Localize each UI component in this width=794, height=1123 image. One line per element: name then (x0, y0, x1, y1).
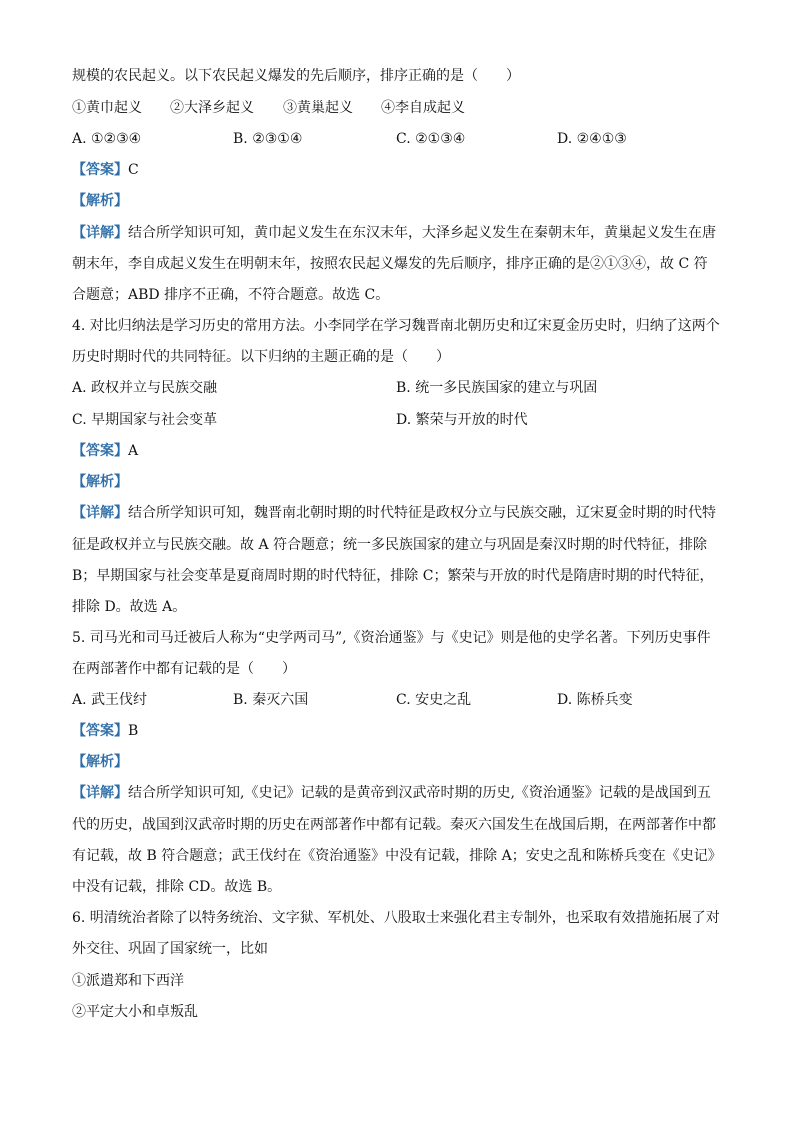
q4-option-c: C. 早期国家与社会变革 (72, 412, 218, 428)
q5-detail-line-1 (72, 783, 732, 803)
q5-detail-text-1: 结合所学知识可知,《史记》记载的是黄帝到汉武帝时期的历史,《资治通鉴》记载的是战国到五 (128, 785, 711, 801)
q3-stem: 规模的农民起义。以下农民起义爆发的先后顺序，排序正确的是（ ） (72, 68, 520, 84)
q3-analysis-tag (72, 191, 732, 211)
q5-answer-tag: 【答案】 (72, 723, 128, 739)
q4-detail-line-1 (72, 503, 732, 523)
q3-detail-tag: 【详解】 (72, 225, 128, 241)
q5-option-b: B. 秦灭六国 (233, 692, 309, 708)
q5-detail-line-2: 代的历史，战国到汉武帝时期的历史在两部著作中都有记载。秦灭六国发生在战国后期，在两部著作中都 (72, 817, 716, 833)
q3-option-d: D. ②④①③ (557, 131, 627, 147)
q3-analysis-label: 【解析】 (72, 193, 128, 209)
q3-item-3: ③黄巢起义 (283, 100, 353, 116)
q4-stem-line-2: 历史时期时代的共同特征。以下归纳的主题正确的是（ ） (72, 349, 450, 365)
q4-detail-text-1: 结合所学知识可知，魏晋南北朝时期的时代特征是政权分立与民族交融，辽宋夏金时期的时代特 (128, 505, 716, 521)
q3-option-c: C. ②①③④ (396, 131, 466, 147)
q4-detail-line-3: B；早期国家与社会变革是夏商周时期的时代特征，排除 C；繁荣与开放的时代是隋唐时期的时代特征， (72, 568, 714, 584)
q4-option-d: D. 繁荣与开放的时代 (396, 412, 528, 428)
q5-analysis-label: 【解析】 (72, 754, 128, 770)
q4-answer-line (72, 441, 732, 461)
q6-stem-line-2: 外交往、巩固了国家统一，比如 (72, 941, 268, 957)
q5-answer-line (72, 721, 732, 741)
q6-item-2: ②平定大小和卓叛乱 (72, 1004, 198, 1020)
q4-answer-value: A (128, 443, 139, 459)
q4-option-a: A. 政权并立与民族交融 (72, 380, 218, 396)
q3-item-2: ②大泽乡起义 (170, 100, 254, 116)
q3-option-a: A. ①②③④ (72, 131, 142, 147)
q3-detail-text-1: 结合所学知识可知，黄巾起义发生在东汉末年，大泽乡起义发生在秦朝末年，黄巢起义发生在唐 (128, 225, 716, 241)
q4-option-b: B. 统一多民族国家的建立与巩固 (396, 380, 598, 396)
q4-analysis-tag (72, 472, 732, 492)
q5-analysis-tag (72, 752, 732, 772)
q3-item-1: ①黄巾起义 (72, 100, 142, 116)
q3-detail-line-1 (72, 223, 732, 243)
q4-detail-tag: 【详解】 (72, 505, 128, 521)
q3-detail-line-3: 合题意；ABD 排序不正确，不符合题意。故选 C。 (72, 287, 390, 303)
q4-stem-line-1: 4. 对比归纳法是学习历史的常用方法。小李同学在学习魏晋南北朝历史和辽宋夏金历史时，归纳了这两个 (72, 318, 720, 334)
q4-answer-tag: 【答案】 (72, 443, 128, 459)
q4-analysis-label: 【解析】 (72, 474, 128, 490)
q5-detail-tag: 【详解】 (72, 785, 128, 801)
q3-answer-value: C (128, 162, 139, 178)
q5-detail-line-4: 中没有记载，排除 CD。故选 B。 (72, 879, 282, 895)
q3-answer-tag: 【答案】 (72, 162, 128, 178)
q6-stem-line-1: 6. 明清统治者除了以特务统治、文字狱、军机处、八股取士来强化君主专制外，也采取有效措施拓展了对 (72, 910, 720, 926)
q3-detail-line-2: 朝末年，李自成起义发生在明朝末年，按照农民起义爆发的先后顺序，排序正确的是②①③④，故 C 符 (72, 256, 708, 272)
q3-answer-line (72, 160, 732, 180)
q4-detail-line-2: 征是政权并立与民族交融。故 A 符合题意；统一多民族国家的建立与巩固是秦汉时期的时代特征，排除 (72, 537, 708, 553)
q5-stem-line-2: 在两部著作中都有记载的是（ ） (72, 661, 296, 677)
q5-option-d: D. 陈桥兵变 (557, 692, 633, 708)
q4-detail-line-4: 排除 D。故选 A。 (72, 599, 187, 615)
q5-option-a: A. 武王伐纣 (72, 692, 148, 708)
q6-item-1: ①派遣郑和下西洋 (72, 973, 184, 989)
q5-detail-line-3: 有记载，故 B 符合题意；武王伐纣在《资治通鉴》中没有记载，排除 A；安史之乱和陈桥兵变在《史记》 (72, 848, 722, 864)
q3-option-b: B. ②③①④ (233, 131, 303, 147)
q5-answer-value: B (128, 723, 139, 739)
q5-stem-line-1: 5. 司马光和司马迁被后人称为“史学两司马”,《资治通鉴》与《史记》则是他的史学名著。下列历史事件 (72, 630, 711, 646)
q3-item-4: ④李自成起义 (381, 100, 465, 116)
q5-option-c: C. 安史之乱 (396, 692, 472, 708)
